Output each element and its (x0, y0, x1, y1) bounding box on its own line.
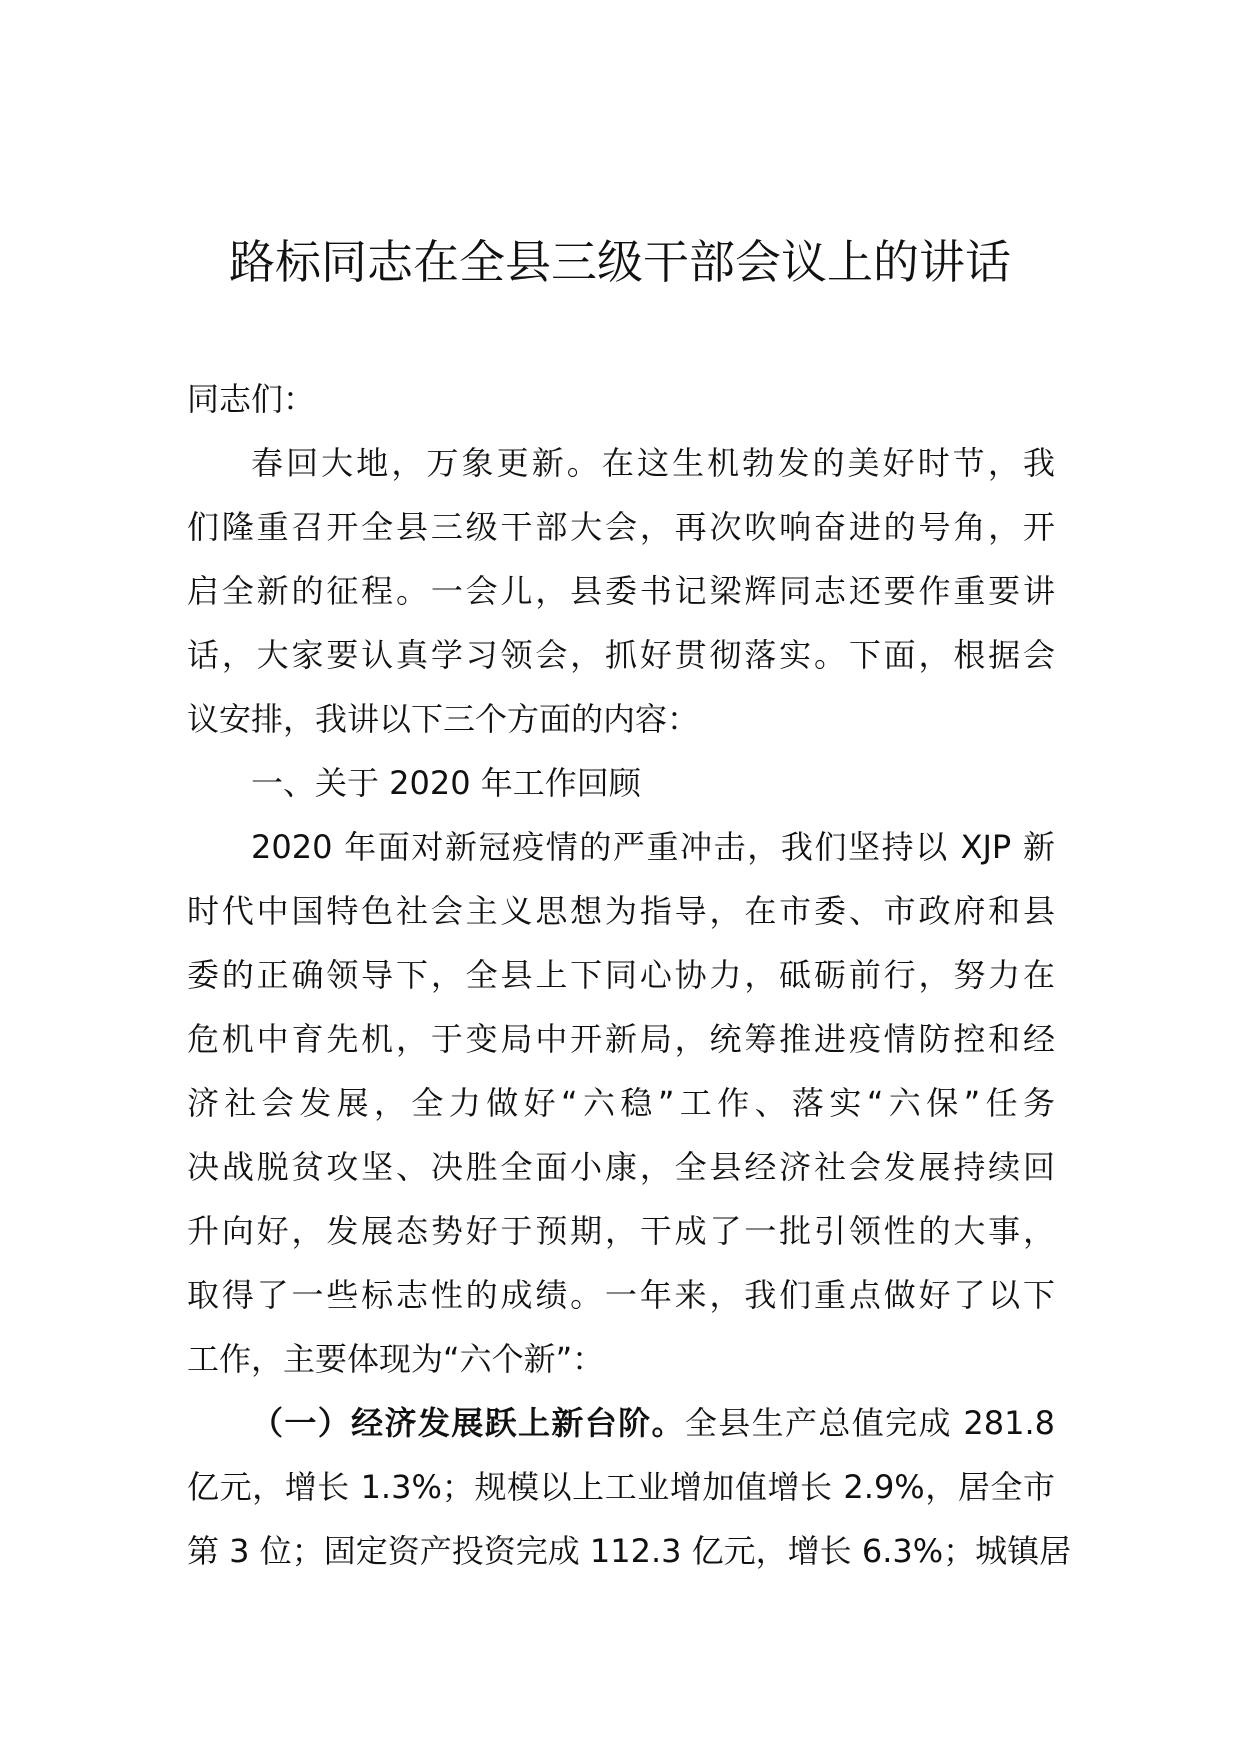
paragraph-line: 议安排，我讲以下三个方面的内容： (187, 700, 700, 738)
document-body (187, 367, 1072, 1583)
paragraph-review (187, 815, 1055, 1391)
paragraph-line: 亿元，增长 1.3%；规模以上工业增加值增长 2.9%，居全市 (187, 1468, 1055, 1506)
paragraph-line: 升向好，发展态势好于预期，干成了一批引领性的大事， (187, 1212, 1055, 1250)
paragraph-line: 取得了一些标志性的成绩。一年来，我们重点做好了以下 (187, 1276, 1055, 1314)
paragraph-line: 话，大家要认真学习领会，抓好贯彻落实。下面，根据会 (187, 636, 1055, 674)
paragraph-line: 济社会发展，全力做好“六稳”工作、落实“六保”任务 (187, 1084, 1055, 1122)
paragraph-line: 2020 年面对新冠疫情的严重冲击，我们坚持以 XJP 新 (251, 828, 1055, 866)
section-heading: 一、关于 2020 年工作回顾 (251, 764, 641, 802)
paragraph-line: 启全新的征程。一会儿，县委书记梁辉同志还要作重要讲 (187, 572, 1055, 610)
paragraph-opening (187, 431, 1055, 751)
item-heading: （一）经济发展跃上新台阶。 (251, 1404, 685, 1442)
document-title: 路标同志在全县三级干部会议上的讲话 (229, 235, 1011, 289)
paragraph-economy (187, 1391, 1072, 1583)
paragraph-line: 时代中国特色社会主义思想为指导，在市委、市政府和县 (187, 892, 1055, 930)
paragraph-line: 工作，主要体现为“六个新”： (187, 1340, 605, 1378)
paragraph-line: 委的正确领导下，全县上下同心协力，砥砺前行，努力在 (187, 956, 1055, 994)
paragraph-line: 决战脱贫攻坚、决胜全面小康，全县经济社会发展持续回 (187, 1148, 1055, 1186)
paragraph-line: 危机中育先机，于变局中开新局，统筹推进疫情防控和经 (187, 1020, 1055, 1058)
paragraph-line (187, 1391, 1055, 1455)
paragraph-line: 们隆重召开全县三级干部大会，再次吹响奋进的号角，开 (187, 508, 1055, 546)
paragraph-line: 春回大地，万象更新。在这生机勃发的美好时节，我 (251, 444, 1055, 482)
salutation: 同志们： (187, 380, 316, 418)
item-text: 全县生产总值完成 281.8 (684, 1404, 1055, 1442)
paragraph-line: 第 3 位；固定资产投资完成 112.3 亿元，增长 6.3%；城镇居 (187, 1532, 1072, 1570)
